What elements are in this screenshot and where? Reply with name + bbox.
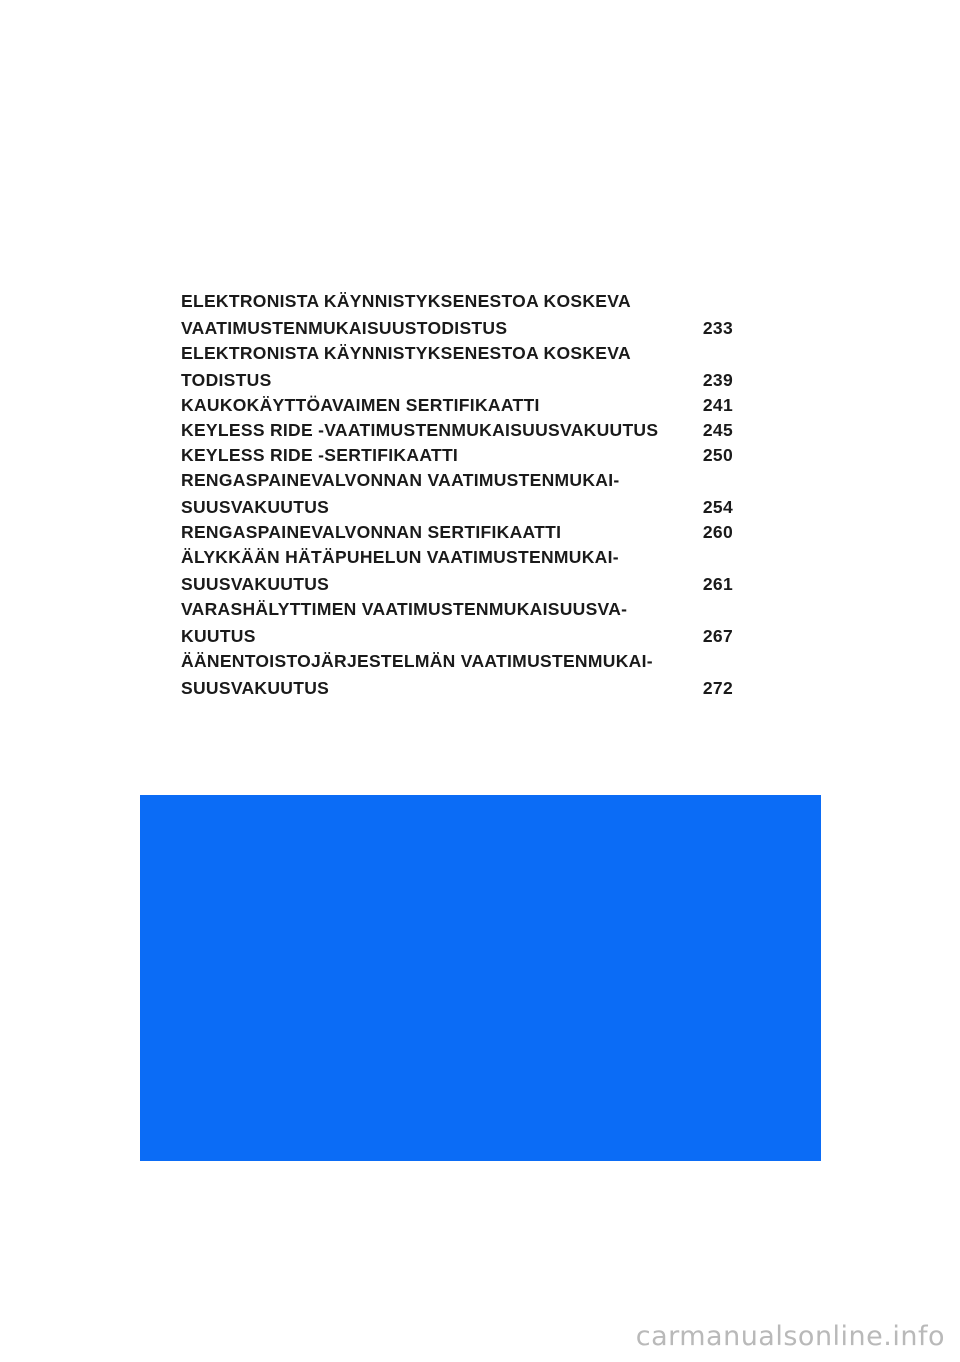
toc-entry-page-number: 245: [702, 420, 733, 440]
toc-entry[interactable]: [181, 420, 733, 442]
toc-entry[interactable]: [181, 395, 733, 417]
toc-entry-title: KUUTUS: [181, 626, 256, 646]
toc-entry[interactable]: [181, 547, 733, 596]
toc-entry-page-number: 272: [702, 678, 733, 698]
toc-entry-title: VARASHÄLYTTIMEN VAATIMUSTENMUKAISUUSVA-: [181, 599, 628, 619]
toc-entry-title: SUUSVAKUUTUS: [181, 678, 330, 698]
toc-entry-title: TODISTUS: [181, 370, 272, 390]
toc-entry-title: VAATIMUSTENMUKAISUUSTODISTUS: [181, 318, 508, 338]
toc-entry-line: [181, 626, 733, 648]
toc-entry-page-number: 267: [702, 626, 733, 646]
toc-entry[interactable]: [181, 470, 733, 519]
toc-entry-page-number: 250: [702, 445, 733, 465]
toc-entry-page-number: 261: [702, 574, 733, 594]
toc-entry-line: [181, 370, 733, 392]
toc-entry-line: [181, 547, 733, 569]
toc-entry-line: [181, 599, 733, 621]
toc-entry-line: [181, 497, 733, 519]
toc-entry-line: [181, 470, 733, 492]
toc-entry[interactable]: [181, 599, 733, 648]
toc-entry-line: [181, 574, 733, 596]
toc-entry-line: [181, 318, 733, 340]
toc-entry-title: ELEKTRONISTA KÄYNNISTYKSENESTOA KOSKEVA: [181, 343, 631, 363]
toc-entry-line: [181, 291, 733, 313]
toc-entry-line: [181, 651, 733, 673]
toc-entry-title: KEYLESS RIDE -VAATIMUSTENMUKAISUUSVAKUUTUS: [181, 420, 659, 440]
toc-entry-title: ELEKTRONISTA KÄYNNISTYKSENESTOA KOSKEVA: [181, 291, 631, 311]
toc-entry[interactable]: [181, 522, 733, 544]
toc-entry-title: KAUKOKÄYTTÖAVAIMEN SERTIFIKAATTI: [181, 395, 540, 415]
toc-entry-title: SUUSVAKUUTUS: [181, 497, 330, 517]
toc-entry-title: RENGASPAINEVALVONNAN VAATIMUSTENMUKAI-: [181, 470, 620, 490]
toc-entry-title: RENGASPAINEVALVONNAN SERTIFIKAATTI: [181, 522, 562, 542]
toc-entry[interactable]: [181, 291, 733, 340]
toc-entry-title: ÄLYKKÄÄN HÄTÄPUHELUN VAATIMUSTENMUKAI-: [181, 547, 619, 567]
toc-entry[interactable]: [181, 651, 733, 700]
toc-entry-title: SUUSVAKUUTUS: [181, 574, 330, 594]
toc-entry-line: [181, 395, 733, 417]
toc-entry[interactable]: [181, 445, 733, 467]
toc-entry-line: [181, 678, 733, 700]
toc-entry-line: [181, 420, 733, 442]
table-of-contents: [181, 291, 733, 700]
toc-entry-title: ÄÄNENTOISTOJÄRJESTELMÄN VAATIMUSTENMUKAI-: [181, 651, 653, 671]
toc-entry-line: [181, 522, 733, 544]
toc-entry-title: KEYLESS RIDE -SERTIFIKAATTI: [181, 445, 459, 465]
toc-entry-page-number: 260: [702, 522, 733, 542]
toc-entry-page-number: 239: [702, 370, 733, 390]
blue-panel: [140, 795, 821, 1161]
toc-entry-page-number: 241: [702, 395, 733, 415]
toc-entry-line: [181, 343, 733, 365]
watermark-text: carmanualsonline.info: [635, 1321, 945, 1352]
toc-entry[interactable]: [181, 343, 733, 392]
toc-entry-page-number: 254: [702, 497, 733, 517]
toc-entry-line: [181, 445, 733, 467]
toc-entry-page-number: 233: [702, 318, 733, 338]
